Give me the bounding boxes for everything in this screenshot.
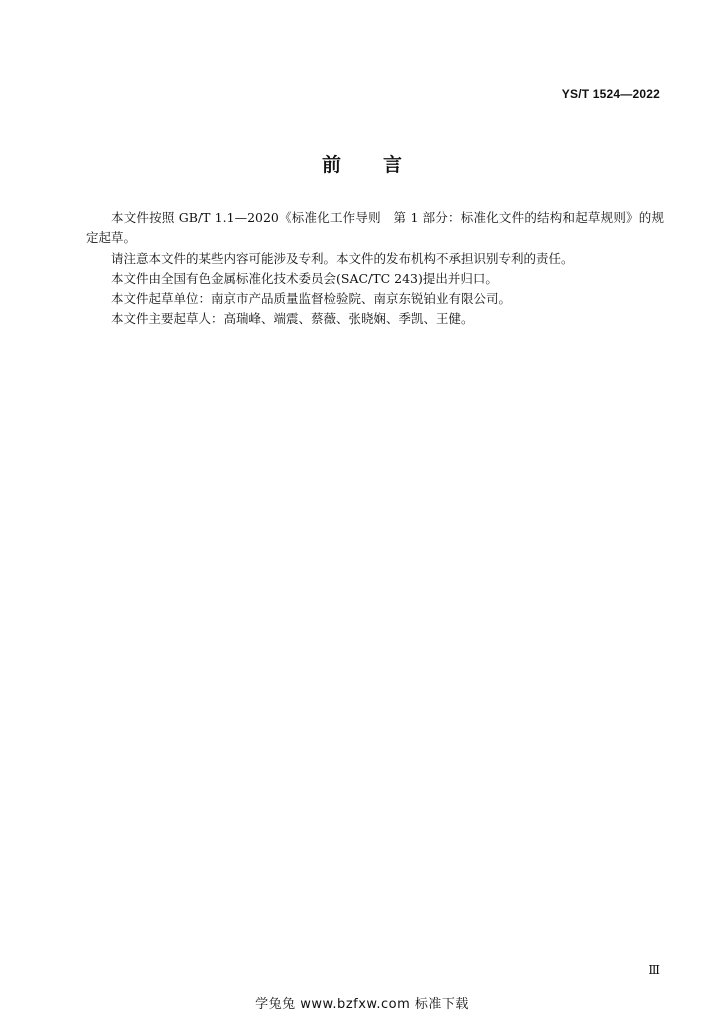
paragraph-drafters: 本文件主要起草人：高瑞峰、端震、蔡薇、张晓娴、季凯、王健。 bbox=[111, 311, 474, 327]
paragraph-drafting-units: 本文件起草单位：南京市产品质量监督检验院、南京东锐铂业有限公司。 bbox=[111, 291, 512, 307]
title-char-2: 言 bbox=[383, 154, 403, 176]
paragraph-patent-notice: 请注意本文件的某些内容可能涉及专利。本文件的发布机构不承担识别专利的责任。 bbox=[111, 250, 574, 266]
footer-watermark: 学兔兔 www.bzfxw.com 标准下载 bbox=[255, 997, 469, 1012]
page-number: Ⅲ bbox=[648, 963, 660, 977]
title-char-1: 前 bbox=[321, 154, 341, 176]
foreword-body bbox=[86, 208, 664, 330]
standard-code: YS/T 1524—2022 bbox=[561, 87, 660, 101]
paragraph-drafting-rules: 本文件按照 GB/T 1.1—2020《标准化工作导则 第 1 部分：标准化文件的结构和起草规则》的规定起草。 bbox=[86, 210, 664, 246]
section-title bbox=[0, 150, 724, 177]
paragraph-proposer: 本文件由全国有色金属标准化技术委员会(SAC/TC 243)提出并归口。 bbox=[111, 270, 498, 286]
